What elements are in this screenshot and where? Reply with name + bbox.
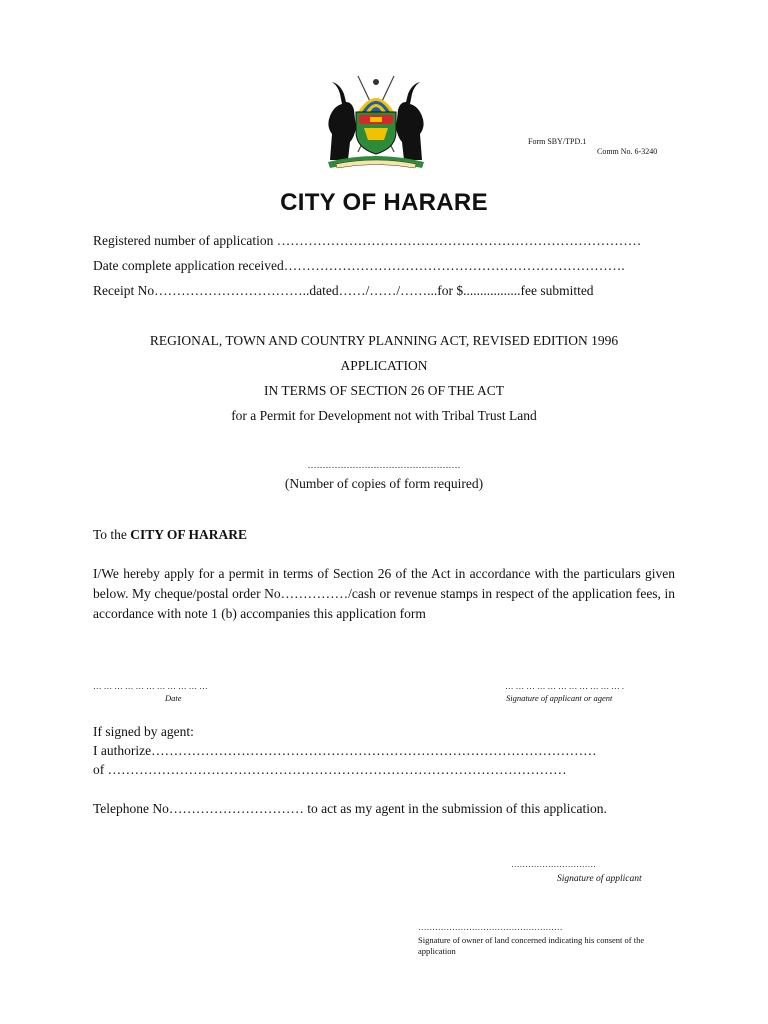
date-received-field: Date complete application received…………………………………………………………………. bbox=[93, 258, 625, 273]
date-label: Date bbox=[165, 693, 182, 703]
form-code: Form SBY/TPD.1 bbox=[528, 137, 587, 146]
copies-label: (Number of copies of form required) bbox=[284, 476, 484, 491]
authorize-field: I authorize……………………………………………………………………………………… bbox=[93, 743, 597, 758]
application-heading: APPLICATION bbox=[340, 358, 428, 373]
telephone-field: Telephone No………………………… to act as my agent in the submission of this application. bbox=[93, 801, 607, 816]
agent-heading: If signed by agent: bbox=[93, 724, 194, 739]
copies-dots: …………………………………………… bbox=[307, 460, 461, 470]
section-heading: IN TERMS OF SECTION 26 OF THE ACT bbox=[264, 383, 504, 398]
page-title: CITY OF HARARE bbox=[280, 189, 488, 216]
receipt-field: Receipt No……………………………..dated……/……/……...for $.................fee submitted bbox=[93, 283, 594, 298]
registered-number-field: Registered number of application ……………………………………………………………………… bbox=[93, 233, 642, 248]
addressee-name: CITY OF HARARE bbox=[130, 527, 248, 542]
application-statement: I/We hereby apply for a permit in terms of Section 26 of the Act in accordance with the particulars given below. My cheque/postal order No……………/cash or revenue stamps in respect of the application fees, in accordance with note 1 (b) accompanies this application form bbox=[93, 566, 675, 621]
comm-number: Comm No. 6-3240 bbox=[597, 147, 658, 156]
owner-signature-dots: …………………………………………… bbox=[418, 922, 563, 932]
act-title: REGIONAL, TOWN AND COUNTRY PLANNING ACT, REVISED EDITION 1996 bbox=[149, 333, 619, 348]
city-coat-of-arms bbox=[318, 72, 434, 172]
agent-of-field: of ………………………………………………………………………………………… bbox=[93, 762, 567, 777]
addressee bbox=[93, 527, 247, 543]
applicant-agent-signature-dots: … … … … … … … … … … … . bbox=[505, 681, 624, 691]
applicant-agent-signature-label: Signature of applicant or agent bbox=[506, 693, 613, 703]
permit-subheading: for a Permit for Development not with Tribal Trust Land bbox=[231, 408, 537, 423]
date-signature-dots: … … … … … … … … … … … bbox=[93, 681, 208, 691]
owner-signature-label: Signature of owner of land concerned indicating his consent of the application bbox=[418, 935, 645, 956]
addressee-prefix: To the bbox=[93, 527, 127, 542]
applicant-signature-label: Signature of applicant bbox=[557, 874, 642, 884]
applicant-signature-dots: ………………………… bbox=[511, 859, 596, 869]
